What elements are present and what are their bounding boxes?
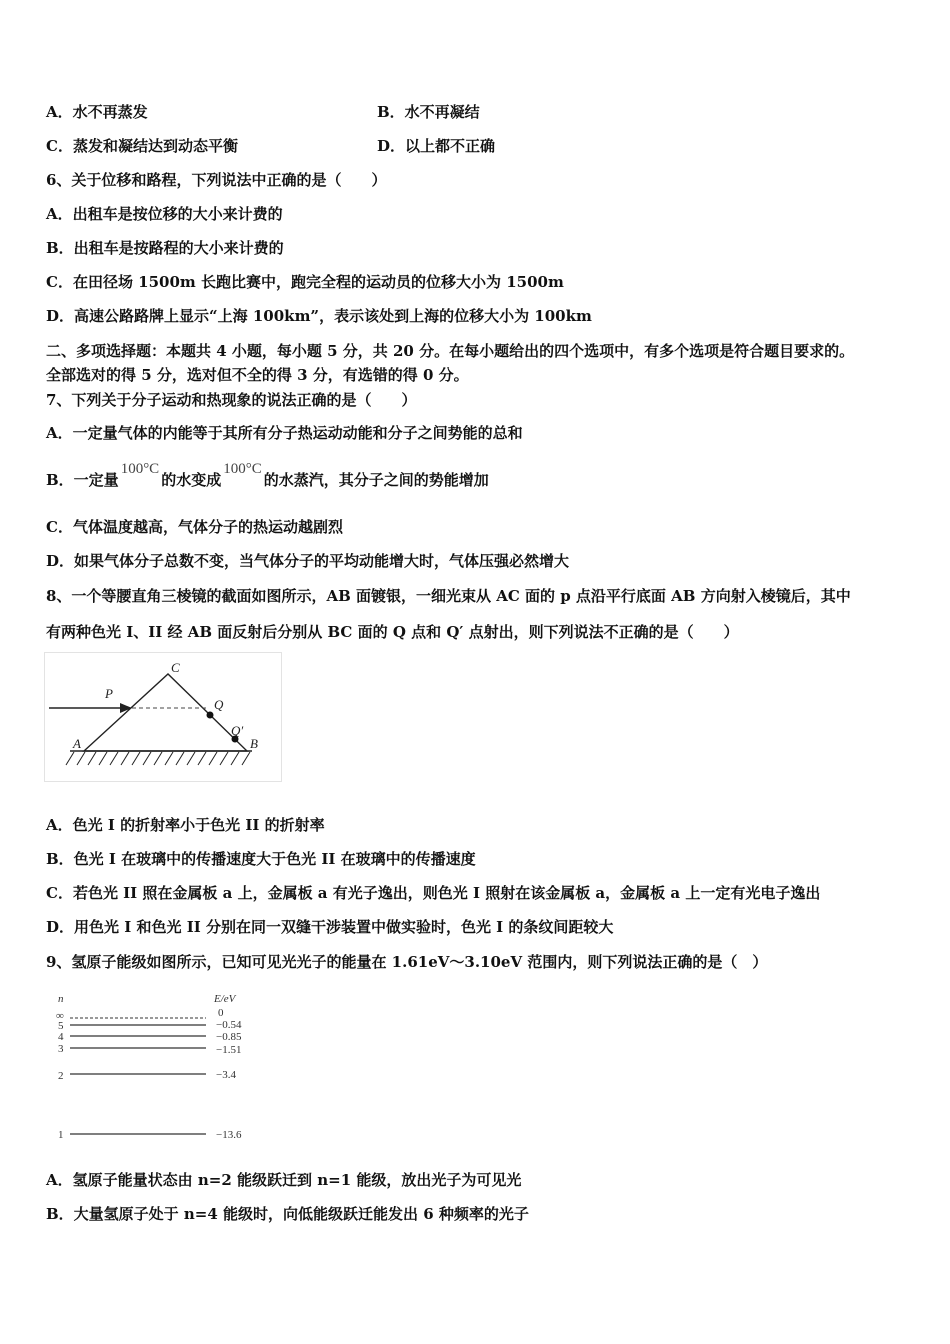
level-5-n: 5 <box>58 1020 64 1032</box>
section2-line2: 全部选对的得 5 分，选对但不全的得 3 分，有选错的得 0 分。 <box>46 366 469 384</box>
prism-figure <box>44 652 282 782</box>
q8-stem-line1: 8、一个等腰直角三棱镜的截面如图所示，AB 面镀银，一细光束从 AC 面的 p 点沿平行底面 AB 方向射入棱镜后，其中 <box>46 587 851 605</box>
q7-option-d: D．如果气体分子总数不变，当气体分子的平均动能增大时，气体压强必然增大 <box>46 552 570 570</box>
q5-option-a: A．水不再蒸发 <box>46 103 148 121</box>
q8-option-c: C．若色光 II 照在金属板 a 上，金属板 a 有光子逸出，则色光 I 照射在该金属板 a，金属板 a 上一定有光电子逸出 <box>46 884 821 902</box>
prism-figure-border <box>45 653 282 782</box>
point-q <box>207 712 214 719</box>
q7-option-b-text1: B．一定量 <box>46 471 119 489</box>
energy-axis-label: E/eV <box>214 993 236 1005</box>
label-b: B <box>250 736 258 751</box>
q9-option-a: A．氢原子能量状态由 n=2 能级跃迁到 n=1 能级，放出光子为可见光 <box>46 1171 522 1189</box>
n-axis-label: n <box>58 993 64 1005</box>
level-3-energy: −1.51 <box>216 1044 242 1056</box>
level-1-n: 1 <box>58 1129 64 1141</box>
section2-line1: 二、多项选择题：本题共 4 小题，每小题 5 分，共 20 分。在每小题给出的四个选项中，有多个选项是符合题目要求的。 <box>46 342 855 360</box>
label-p: P <box>105 686 113 701</box>
level-inf-energy: 0 <box>218 1007 224 1019</box>
q6-option-b: B．出租车是按路程的大小来计费的 <box>46 239 284 257</box>
q5-option-c: C．蒸发和凝结达到动态平衡 <box>46 137 238 155</box>
q6-option-d: D．高速公路路牌上显示“上海 100km”，表示该处到上海的位移大小为 100km <box>46 307 592 325</box>
q7-option-c: C．气体温度越高，气体分子的热运动越剧烈 <box>46 518 343 536</box>
q7-option-b-text3: 的水蒸汽，其分子之间的势能增加 <box>263 471 489 489</box>
q7-option-a: A．一定量气体的内能等于其所有分子热运动动能和分子之间势能的总和 <box>46 424 523 442</box>
q5-option-b: B．水不再凝结 <box>377 103 480 121</box>
q8-option-d: D．用色光 I 和色光 II 分别在同一双缝干涉装置中做实验时，色光 I 的条纹间距较大 <box>46 918 614 936</box>
q9-stem: 9、氢原子能级如图所示，已知可见光光子的能量在 1.61eV～3.10eV 范围内，则下列说法正确的是（ ） <box>46 953 768 971</box>
label-q: Q <box>214 697 224 712</box>
temperature-value-2: 100°C <box>223 461 262 477</box>
level-1-energy: −13.6 <box>216 1129 242 1141</box>
level-4-energy: −0.85 <box>216 1031 242 1043</box>
q6-option-a: A．出租车是按位移的大小来计费的 <box>46 205 283 223</box>
q7-stem: 7、下列关于分子运动和热现象的说法正确的是（ ） <box>46 391 417 409</box>
q9-option-b: B．大量氢原子处于 n=4 能级时，向低能级跃迁能发出 6 种频率的光子 <box>46 1205 529 1223</box>
level-5-energy: −0.54 <box>216 1019 242 1031</box>
level-3-n: 3 <box>58 1043 64 1055</box>
label-c: C <box>171 660 180 675</box>
q6-option-c: C．在田径场 1500m 长跑比赛中，跑完全程的运动员的位移大小为 1500m <box>46 273 564 291</box>
q5-option-d: D．以上都不正确 <box>377 137 496 155</box>
q7-option-b-text2: 的水变成 <box>161 471 222 489</box>
energy-level-diagram <box>48 988 268 1148</box>
label-a: A <box>73 736 81 751</box>
ground-hatching <box>66 752 250 765</box>
q7-option-b <box>46 461 489 491</box>
q8-option-b: B．色光 I 在玻璃中的传播速度大于色光 II 在玻璃中的传播速度 <box>46 850 476 868</box>
level-4-n: 4 <box>58 1031 64 1043</box>
q6-stem: 6、关于位移和路程，下列说法中正确的是（ ） <box>46 171 387 189</box>
level-2-energy: −3.4 <box>216 1069 236 1081</box>
label-q-prime: Q′ <box>231 723 244 738</box>
q8-stem-line2: 有两种色光 I、II 经 AB 面反射后分别从 BC 面的 Q 点和 Q′ 点射出，则下列说法不正确的是（ ） <box>46 623 739 641</box>
level-inf-n: ∞ <box>56 1010 64 1022</box>
level-2-n: 2 <box>58 1070 64 1082</box>
q8-option-a: A．色光 I 的折射率小于色光 II 的折射率 <box>46 816 325 834</box>
temperature-value-1: 100°C <box>120 461 160 477</box>
ray-arrow <box>120 703 132 713</box>
